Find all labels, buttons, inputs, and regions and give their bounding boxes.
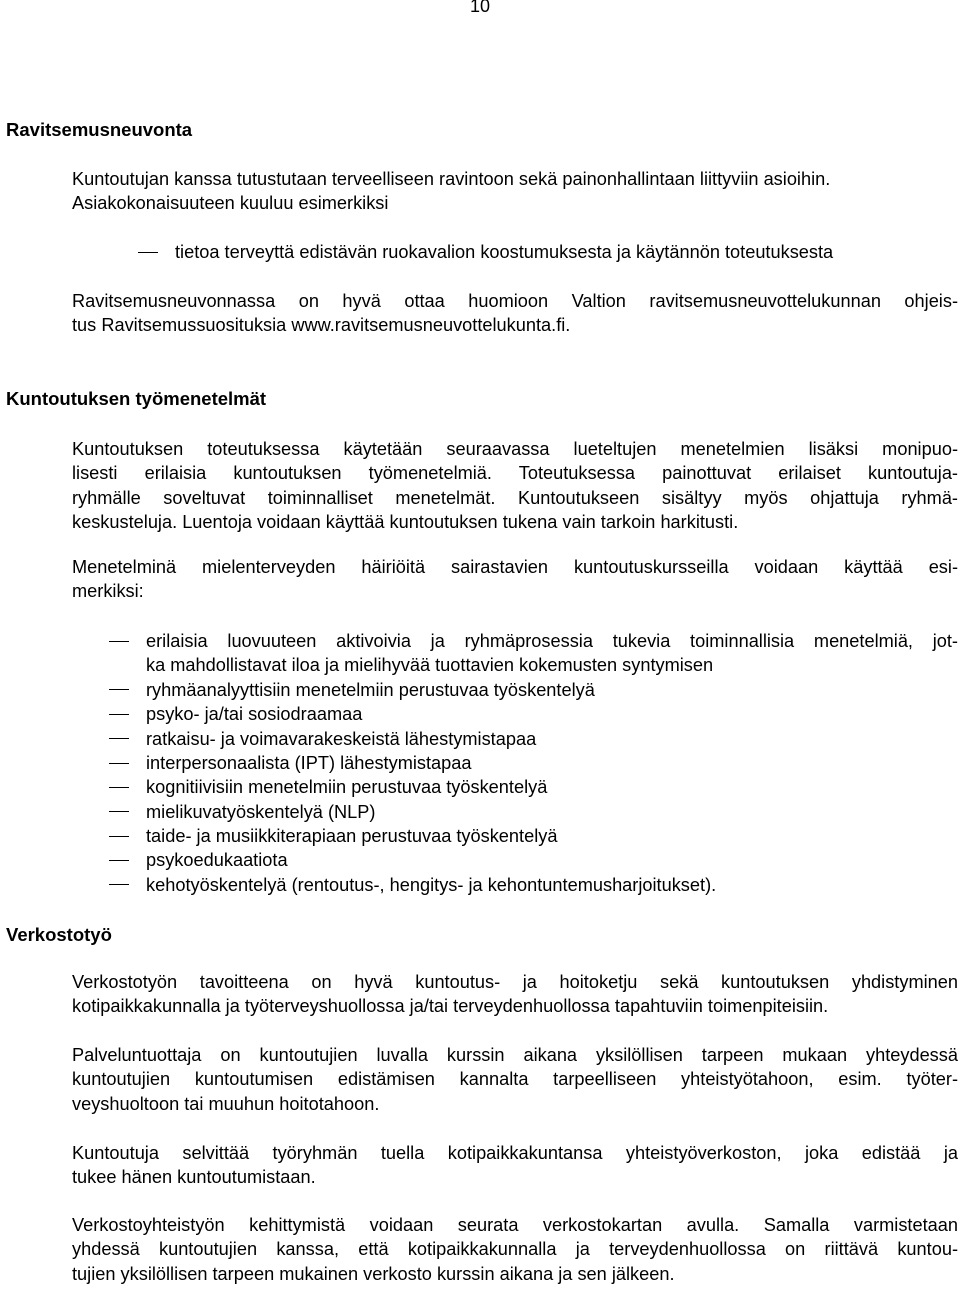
- text-line: tus Ravitsemussuosituksia www.ravitsemusneuvottelukunta.fi.: [72, 315, 571, 336]
- text-line: ryhmälle soveltuvat toiminnalliset menetelmät. Kuntoutukseen sisältyy myös ohjattuja ryhmä-: [72, 487, 958, 508]
- verkosto-paragraph-2: [72, 1043, 958, 1116]
- bullet-text: tietoa terveyttä edistävän ruokavalion koostumuksesta ja käytännön toteutuksesta: [175, 242, 834, 262]
- verkosto-paragraph-1: [72, 970, 958, 1019]
- bullet-item: kognitiivisiin menetelmiin perustuvaa työskentelyä: [146, 777, 548, 797]
- section-heading-verkostotyo: Verkostotyö: [6, 924, 112, 945]
- ravitsemus-note: [72, 289, 958, 338]
- bullet-item: psyko- ja/tai sosiodraamaa: [146, 704, 363, 724]
- text-line: Ravitsemusneuvonnassa on hyvä ottaa huomioon Valtion ravitsemusneuvottelukunnan ohjeis-: [72, 291, 958, 311]
- bullet-item: interpersonaalista (IPT) lähestymistapaa: [146, 753, 472, 773]
- bullet-item: mielikuvatyöskentelyä (NLP): [146, 802, 376, 822]
- bullet-text: ka mahdollistavat iloa ja mielihyvää tuottavien kokemusten syntymisen: [146, 655, 714, 676]
- menetelmat-paragraph-1: [72, 437, 958, 535]
- text-line: yhdessä kuntoutujien kanssa, että kotipaikkakunnalla ja terveydenhuollossa on riittävä kuntou-: [72, 1239, 958, 1260]
- text-line: Kuntoutuksen toteutuksessa käytetään seuraavassa lueteltujen menetelmien lisäksi monipuo-: [72, 439, 958, 459]
- text-line: veyshuoltoon tai muuhun hoitotahoon.: [72, 1093, 380, 1114]
- menetelmat-paragraph-2: [72, 555, 958, 604]
- bullet-item: [146, 629, 958, 678]
- bullet-item: ryhmäanalyyttisiin menetelmiin perustuvaa työskentelyä: [146, 680, 595, 700]
- text-line: Asiakokonaisuuteen kuuluu esimerkiksi: [72, 193, 389, 214]
- bullet-dash: [109, 689, 129, 690]
- bullet-dash: [109, 884, 129, 885]
- bullet-item: psykoedukaatiota: [146, 850, 288, 870]
- bullet-dash: [109, 714, 129, 715]
- verkosto-paragraph-4: [72, 1213, 958, 1286]
- text-line: kuntoutujien kuntoutumisen edistämisen kannalta tarpeelliseen yhteistyötahoon, esim. työter-: [72, 1069, 958, 1090]
- text-line: kotipaikkakunnalla ja työterveyshuollossa ja/tai terveydenhuollossa tapahtuviin toimenpiteisiin.: [72, 996, 829, 1017]
- bullet-dash: [138, 252, 158, 253]
- text-line: merkiksi:: [72, 581, 144, 602]
- bullet-dash: [109, 738, 129, 739]
- section-heading-tyomenetelmat: Kuntoutuksen työmenetelmät: [6, 388, 267, 409]
- bullet-dash: [109, 811, 129, 812]
- page-number: 10: [469, 0, 491, 16]
- bullet-dash: [109, 836, 129, 837]
- text-line: lisesti erilaisia kuntoutuksen työmenetelmiä. Toteutuksessa painottuvat erilaiset kuntoutuja-: [72, 463, 958, 484]
- bullet-dash: [109, 787, 129, 788]
- text-line: keskusteluja. Luentoja voidaan käyttää kuntoutuksen tukena vain tarkoin harkitusti.: [72, 512, 739, 533]
- text-line: Palveluntuottaja on kuntoutujien luvalla kurssin aikana yksilöllisen tarpeen mukaan yhteydessä: [72, 1045, 958, 1065]
- ravitsemus-intro: [72, 167, 958, 216]
- ravitsemus-bullet: [175, 240, 958, 264]
- bullet-item: ratkaisu- ja voimavarakeskeistä lähestymistapaa: [146, 729, 537, 749]
- bullet-dash: [109, 860, 129, 861]
- text-line: tukee hänen kuntoutumistaan.: [72, 1167, 316, 1188]
- bullet-dash: [109, 763, 129, 764]
- section-heading-ravitsemusneuvonta: Ravitsemusneuvonta: [6, 119, 193, 140]
- text-line: tujien yksilöllisen tarpeen mukainen verkosto kurssin aikana ja sen jälkeen.: [72, 1263, 675, 1284]
- text-line: Verkostoyhteistyön kehittymistä voidaan seurata verkostokartan avulla. Samalla varmistetaan: [72, 1215, 958, 1235]
- bullet-item: taide- ja musiikkiterapiaan perustuvaa työskentelyä: [146, 826, 558, 846]
- text-line: Kuntoutujan kanssa tutustutaan terveelliseen ravintoon sekä painonhallintaan liittyviin asioihin.: [72, 169, 831, 189]
- bullet-text: erilaisia luovuuteen aktivoivia ja ryhmäprosessia tukevia toiminnallisia menetelmiä, jot-: [146, 631, 958, 651]
- bullet-dash: [109, 641, 129, 642]
- text-line: Verkostotyön tavoitteena on hyvä kuntoutus- ja hoitoketju sekä kuntoutuksen yhdistyminen: [72, 972, 958, 992]
- text-line: Kuntoutuja selvittää työryhmän tuella kotipaikkakuntansa yhteistyöverkoston, joka edistää ja: [72, 1143, 958, 1163]
- bullet-item: kehotyöskentelyä (rentoutus-, hengitys- ja kehontuntemusharjoitukset).: [146, 875, 717, 895]
- text-line: Menetelminä mielenterveyden häiriöitä sairastavien kuntoutuskursseilla voidaan käyttää esi-: [72, 557, 958, 577]
- verkosto-paragraph-3: [72, 1141, 958, 1190]
